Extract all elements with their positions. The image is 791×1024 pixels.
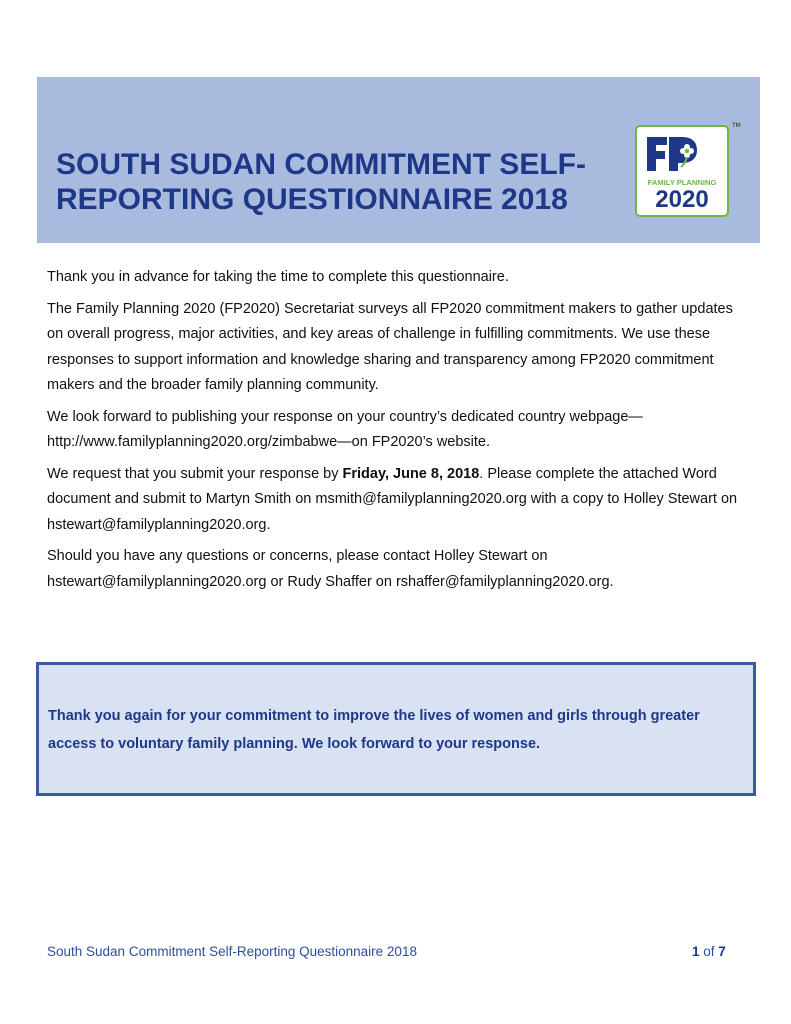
deadline-date: Friday, June 8, 2018: [342, 465, 480, 482]
thank-you-callout: [36, 662, 756, 796]
fp2020-logo: [635, 125, 729, 217]
intro-text: [47, 265, 752, 601]
intro-paragraph-1: Thank you in advance for taking the time to complete this questionnaire.: [47, 269, 509, 285]
country-webpage-link[interactable]: http://www.familyplanning2020.org/zimbabwe—on FP2020’s website.: [47, 434, 491, 450]
page-total: 7: [718, 944, 726, 959]
page-current: 1: [692, 944, 700, 959]
trademark-mark: TM: [732, 123, 741, 129]
footer-page-number: [692, 944, 726, 959]
submission-instructions: . Please complete the attached Word document and submit to Martyn Smith on msmith@familyplanning2020.org with a copy to Holley Stewart on hstewart@familyplanning2020.org.: [47, 465, 738, 533]
page-title: SOUTH SUDAN COMMITMENT SELF-REPORTING QUESTIONNAIRE 2018: [56, 148, 586, 216]
intro-paragraph-3: [47, 405, 752, 456]
logo-tagline: FAMILY PLANNING: [647, 178, 717, 187]
logo-year: 2020: [655, 186, 709, 213]
fp2020-logo-graphic: [637, 127, 727, 215]
intro-paragraph-4: [47, 462, 752, 539]
callout-text: Thank you again for your commitment to improve the lives of women and girls through greater access to voluntary family planning. We look forward to your response.: [48, 708, 700, 752]
deadline-lead: We request that you submit your response by: [47, 465, 343, 482]
intro-paragraph-2: The Family Planning 2020 (FP2020) Secretariat surveys all FP2020 commitment makers to gather updates on overall progress, major activities, and key areas of challenge in fulfilling commitments. We use these responses to support information and knowledge sharing and transparency among FP2020 commitment makers and the broader family planning community.: [47, 300, 733, 393]
intro-paragraph-3-line-1: We look forward to publishing your response on your country’s dedicated country webpage—: [47, 408, 643, 425]
footer-document-name: South Sudan Commitment Self-Reporting Questionnaire 2018: [47, 944, 417, 959]
intro-paragraph-5: Should you have any questions or concerns, please contact Holley Stewart on hstewart@familyplanning2020.org or Rudy Shaffer on rshaffer@familyplanning2020.org.: [47, 548, 614, 590]
page-separator: of: [699, 944, 719, 959]
